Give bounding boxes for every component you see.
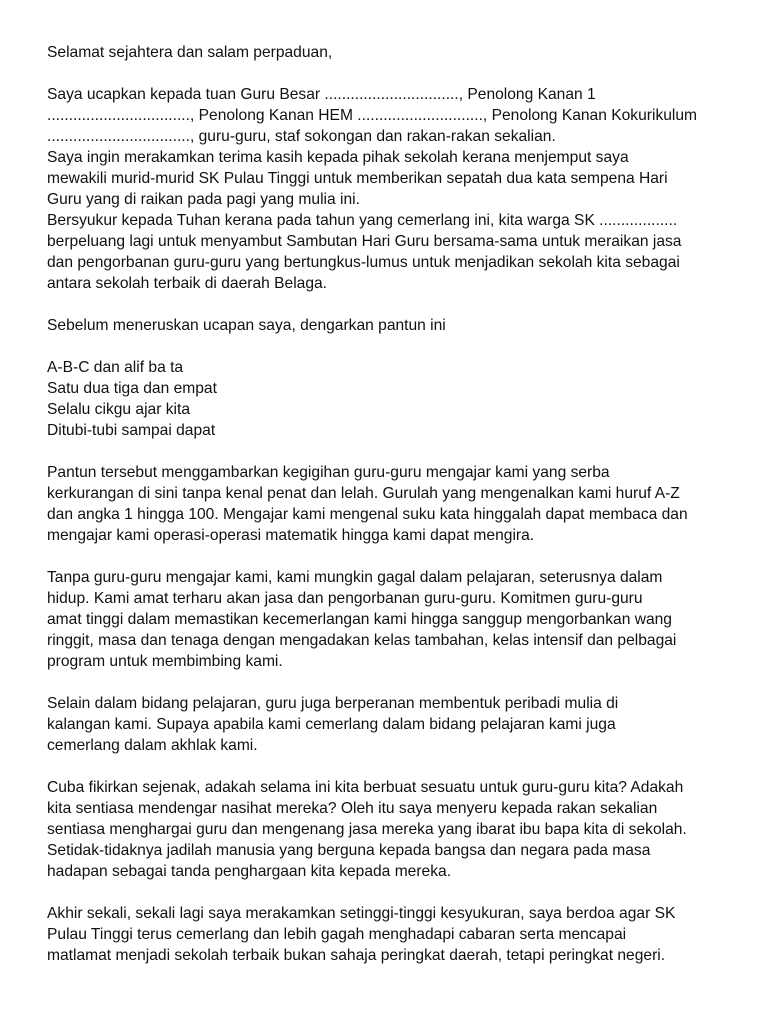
text-line: Akhir sekali, sekali lagi saya merakamkan setinggi-tinggi kesyukuran, saya berdoa agar SK (47, 905, 676, 922)
paragraph-character (47, 693, 728, 756)
text-line: antara sekolah terbaik di daerah Belaga. (47, 275, 328, 292)
paragraph-opening (47, 84, 728, 294)
text-line: ringgit, masa dan tenaga dengan mengadakan kelas tambahan, kelas intensif dan pelbagai (47, 632, 677, 649)
text-line: Saya ucapkan kepada tuan Guru Besar ..............................., Penolong Kanan 1 (47, 86, 596, 103)
text-line: Setidak-tidaknya jadilah manusia yang berguna kepada bangsa dan negara pada masa (47, 842, 651, 859)
text-line: hidup. Kami amat terharu akan jasa dan pengorbanan guru-guru. Komitmen guru-guru (47, 590, 643, 607)
text-line: hadapan sebagai tanda penghargaan kita kepada mereka. (47, 863, 452, 880)
text-line: dan pengorbanan guru-guru yang bertungkus-lumus untuk menjadikan sekolah kita sebagai (47, 254, 680, 271)
text-line: kalangan kami. Supaya apabila kami cemerlang dalam bidang pelajaran kami juga (47, 716, 616, 733)
text-line: Pulau Tinggi terus cemerlang dan lebih gagah menghadapi cabaran serta mencapai (47, 926, 627, 943)
text-line: Bersyukur kepada Tuhan kerana pada tahun yang cemerlang ini, kita warga SK .................. (47, 212, 678, 229)
text-line: mewakili murid-murid SK Pulau Tinggi untuk memberikan sepatah dua kata sempena Hari (47, 170, 668, 187)
text-line: program untuk membimbing kami. (47, 653, 283, 670)
text-line: matlamat menjadi sekolah terbaik bukan sahaja peringkat daerah, tetapi peringkat negeri. (47, 947, 666, 964)
text-line: cemerlang dalam akhlak kami. (47, 737, 258, 754)
text-line: mengajar kami operasi-operasi matematik hingga kami dapat mengira. (47, 527, 535, 544)
text-line: amat tinggi dalam memastikan kecemerlangan kami hingga sanggup mengorbankan wang (47, 611, 672, 628)
text-line: ................................., guru-guru, staf sokongan dan rakan-rakan sekalian. (47, 128, 556, 145)
text-line: Sebelum meneruskan ucapan saya, dengarkan pantun ini (47, 317, 446, 334)
paragraph-pantun-meaning (47, 462, 728, 546)
greeting (47, 42, 728, 63)
text-line: Cuba fikirkan sejenak, adakah selama ini kita berbuat sesuatu untuk guru-guru kita? Adakah (47, 779, 684, 796)
pantun-line: Selalu cikgu ajar kita (47, 401, 191, 418)
pantun-line: Ditubi-tubi sampai dapat (47, 422, 216, 439)
text-line: Saya ingin merakamkan terima kasih kepada pihak sekolah kerana menjemput saya (47, 149, 629, 166)
pantun-line: Satu dua tiga dan empat (47, 380, 217, 397)
text-line: Selain dalam bidang pelajaran, guru juga berperanan membentuk peribadi mulia di (47, 695, 619, 712)
text-line: dan angka 1 hingga 100. Mengajar kami mengenal suku kata hinggalah dapat membaca dan (47, 506, 688, 523)
paragraph-closing (47, 903, 728, 966)
pantun-line: A-B-C dan alif ba ta (47, 359, 184, 376)
pantun-verse (47, 357, 728, 441)
text-line: sentiasa menghargai guru dan mengenang jasa mereka yang ibarat ibu bapa kita di sekolah. (47, 821, 687, 838)
text-line: Selamat sejahtera dan salam perpaduan, (47, 44, 333, 61)
paragraph-without-teachers (47, 567, 728, 672)
text-line: kita sentiasa mendengar nasihat mereka? Oleh itu saya menyeru kepada rakan sekalian (47, 800, 658, 817)
text-line: berpeluang lagi untuk menyambut Sambutan Hari Guru bersama-sama untuk meraikan jasa (47, 233, 682, 250)
text-line: Pantun tersebut menggambarkan kegigihan guru-guru mengajar kami yang serba (47, 464, 610, 481)
text-line: Guru yang di raikan pada pagi yang mulia ini. (47, 191, 360, 208)
text-line: Tanpa guru-guru mengajar kami, kami mungkin gagal dalam pelajaran, seterusnya dalam (47, 569, 663, 586)
text-line: ................................., Penolong Kanan HEM ............................., Penolong Kanan Kokurikulum (47, 107, 698, 124)
paragraph-pantun-intro (47, 315, 728, 336)
paragraph-reflection (47, 777, 728, 882)
text-line: kerkurangan di sini tanpa kenal penat dan lelah. Gurulah yang mengenalkan kami huruf A-Z (47, 485, 680, 502)
